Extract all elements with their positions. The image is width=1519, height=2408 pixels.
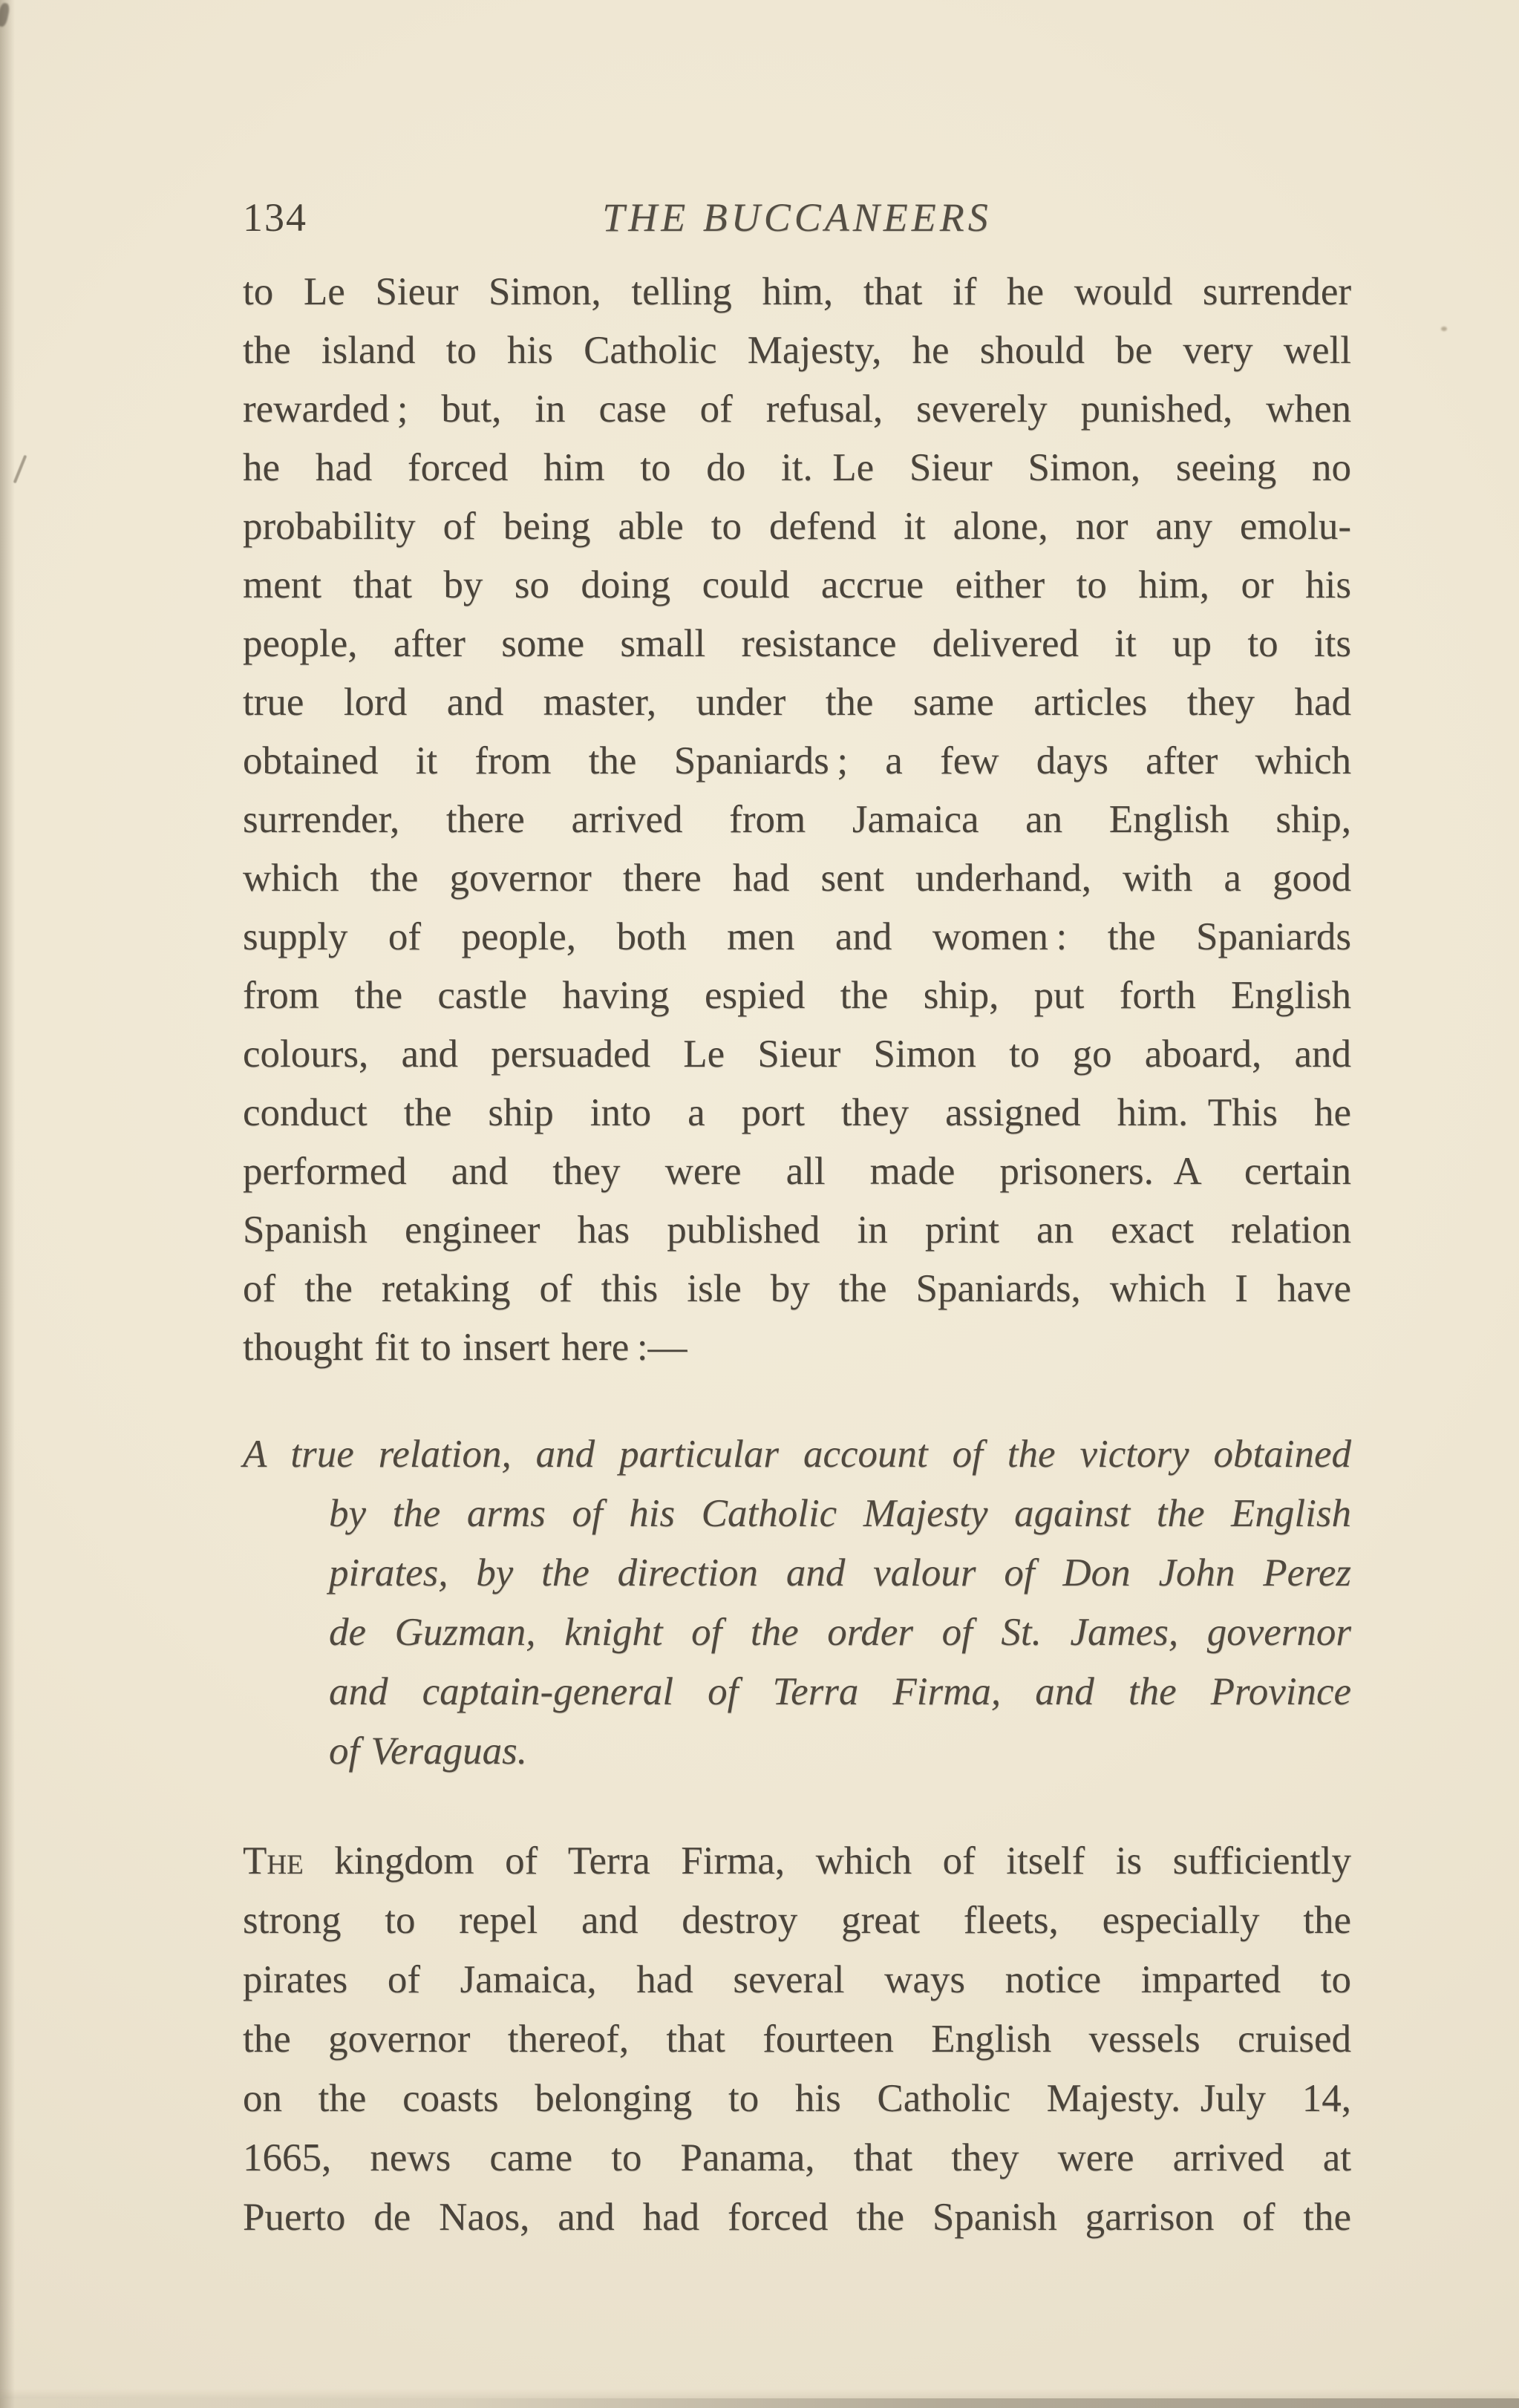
text-line: on the coasts belonging to his Catholic Majesty. July 14, — [243, 2077, 1351, 2120]
text-line: obtained it from the Spaniards ; a few days after which — [243, 739, 1351, 782]
text-line: surrender, there arrived from Jamaica an English ship, — [243, 798, 1351, 841]
text-line: rewarded ; but, in case of refusal, severely punished, when — [243, 387, 1351, 431]
text-line: from the castle having espied the ship, put forth English — [243, 974, 1351, 1017]
text-line: thought fit to insert here :— — [243, 1326, 687, 1369]
paragraph-continuation — [243, 263, 1351, 1377]
paper-speck — [1441, 327, 1447, 331]
text-line: conduct the ship into a port they assigned him. This he — [243, 1091, 1351, 1134]
text-line: 1665, news came to Panama, that they were arrived at — [243, 2136, 1351, 2179]
text-line: to Le Sieur Simon, telling him, that if he would surrender — [243, 270, 1351, 313]
page-edge-shadow-left — [0, 0, 15, 2408]
text-line: strong to repel and destroy great fleets, especially the — [243, 1899, 1351, 1942]
page-edge-shadow-bottom — [0, 2398, 1519, 2408]
small-caps-lead: The — [243, 1839, 304, 1882]
text-line: performed and they were all made prisoners. A certain — [243, 1150, 1351, 1193]
text-line: Puerto de Naos, and had forced the Spanish garrison of the — [243, 2196, 1351, 2239]
text-line: Spanish engineer has published in print an exact relation — [243, 1208, 1351, 1252]
quote-line: pirates, by the direction and valour of Don John Perez — [329, 1551, 1351, 1594]
text-span: kingdom of Terra Firma, which of itself is sufficiently — [303, 1839, 1351, 1882]
page-text — [243, 263, 1351, 2247]
text-line: which the governor there had sent underhand, with a good — [243, 857, 1351, 900]
text-line: of the retaking of this isle by the Spaniards, which I have — [243, 1267, 1351, 1310]
page-header — [243, 189, 1351, 247]
text-line: people, after some small resistance delivered it up to its — [243, 622, 1351, 665]
paragraph — [243, 1831, 1351, 2247]
text-line: the island to his Catholic Majesty, he should be very well — [243, 329, 1351, 372]
text-line: supply of people, both men and women : the Spaniards — [243, 915, 1351, 958]
text-line: true lord and master, under the same articles they had — [243, 681, 1351, 724]
text-line: colours, and persuaded Le Sieur Simon to go aboard, and — [243, 1033, 1351, 1076]
paper-speck — [13, 455, 27, 484]
text-line: ment that by so doing could accrue either to him, or his — [243, 563, 1351, 606]
quote-line: and captain-general of Terra Firma, and the Province — [329, 1670, 1351, 1713]
text-line: pirates of Jamaica, had several ways notice imparted to — [243, 1958, 1351, 2001]
text-line: he had forced him to do it. Le Sieur Simon, seeing no — [243, 446, 1351, 489]
quote-line: of Veraguas. — [329, 1730, 527, 1773]
running-title: THE BUCCANEERS — [602, 195, 992, 240]
page-number: 134 — [243, 195, 307, 240]
text-line: the governor thereof, that fourteen English vessels cruised — [243, 2018, 1351, 2061]
block-quote — [243, 1424, 1351, 1781]
quote-line: A true relation, and particular account of the victory obtained — [243, 1433, 1351, 1476]
quote-line: by the arms of his Catholic Majesty against the English — [329, 1492, 1351, 1535]
text-line: probability of being able to defend it alone, nor any emolu- — [243, 505, 1351, 548]
quote-line: de Guzman, knight of the order of St. James, governor — [329, 1611, 1351, 1654]
text-line — [243, 1831, 1351, 1891]
